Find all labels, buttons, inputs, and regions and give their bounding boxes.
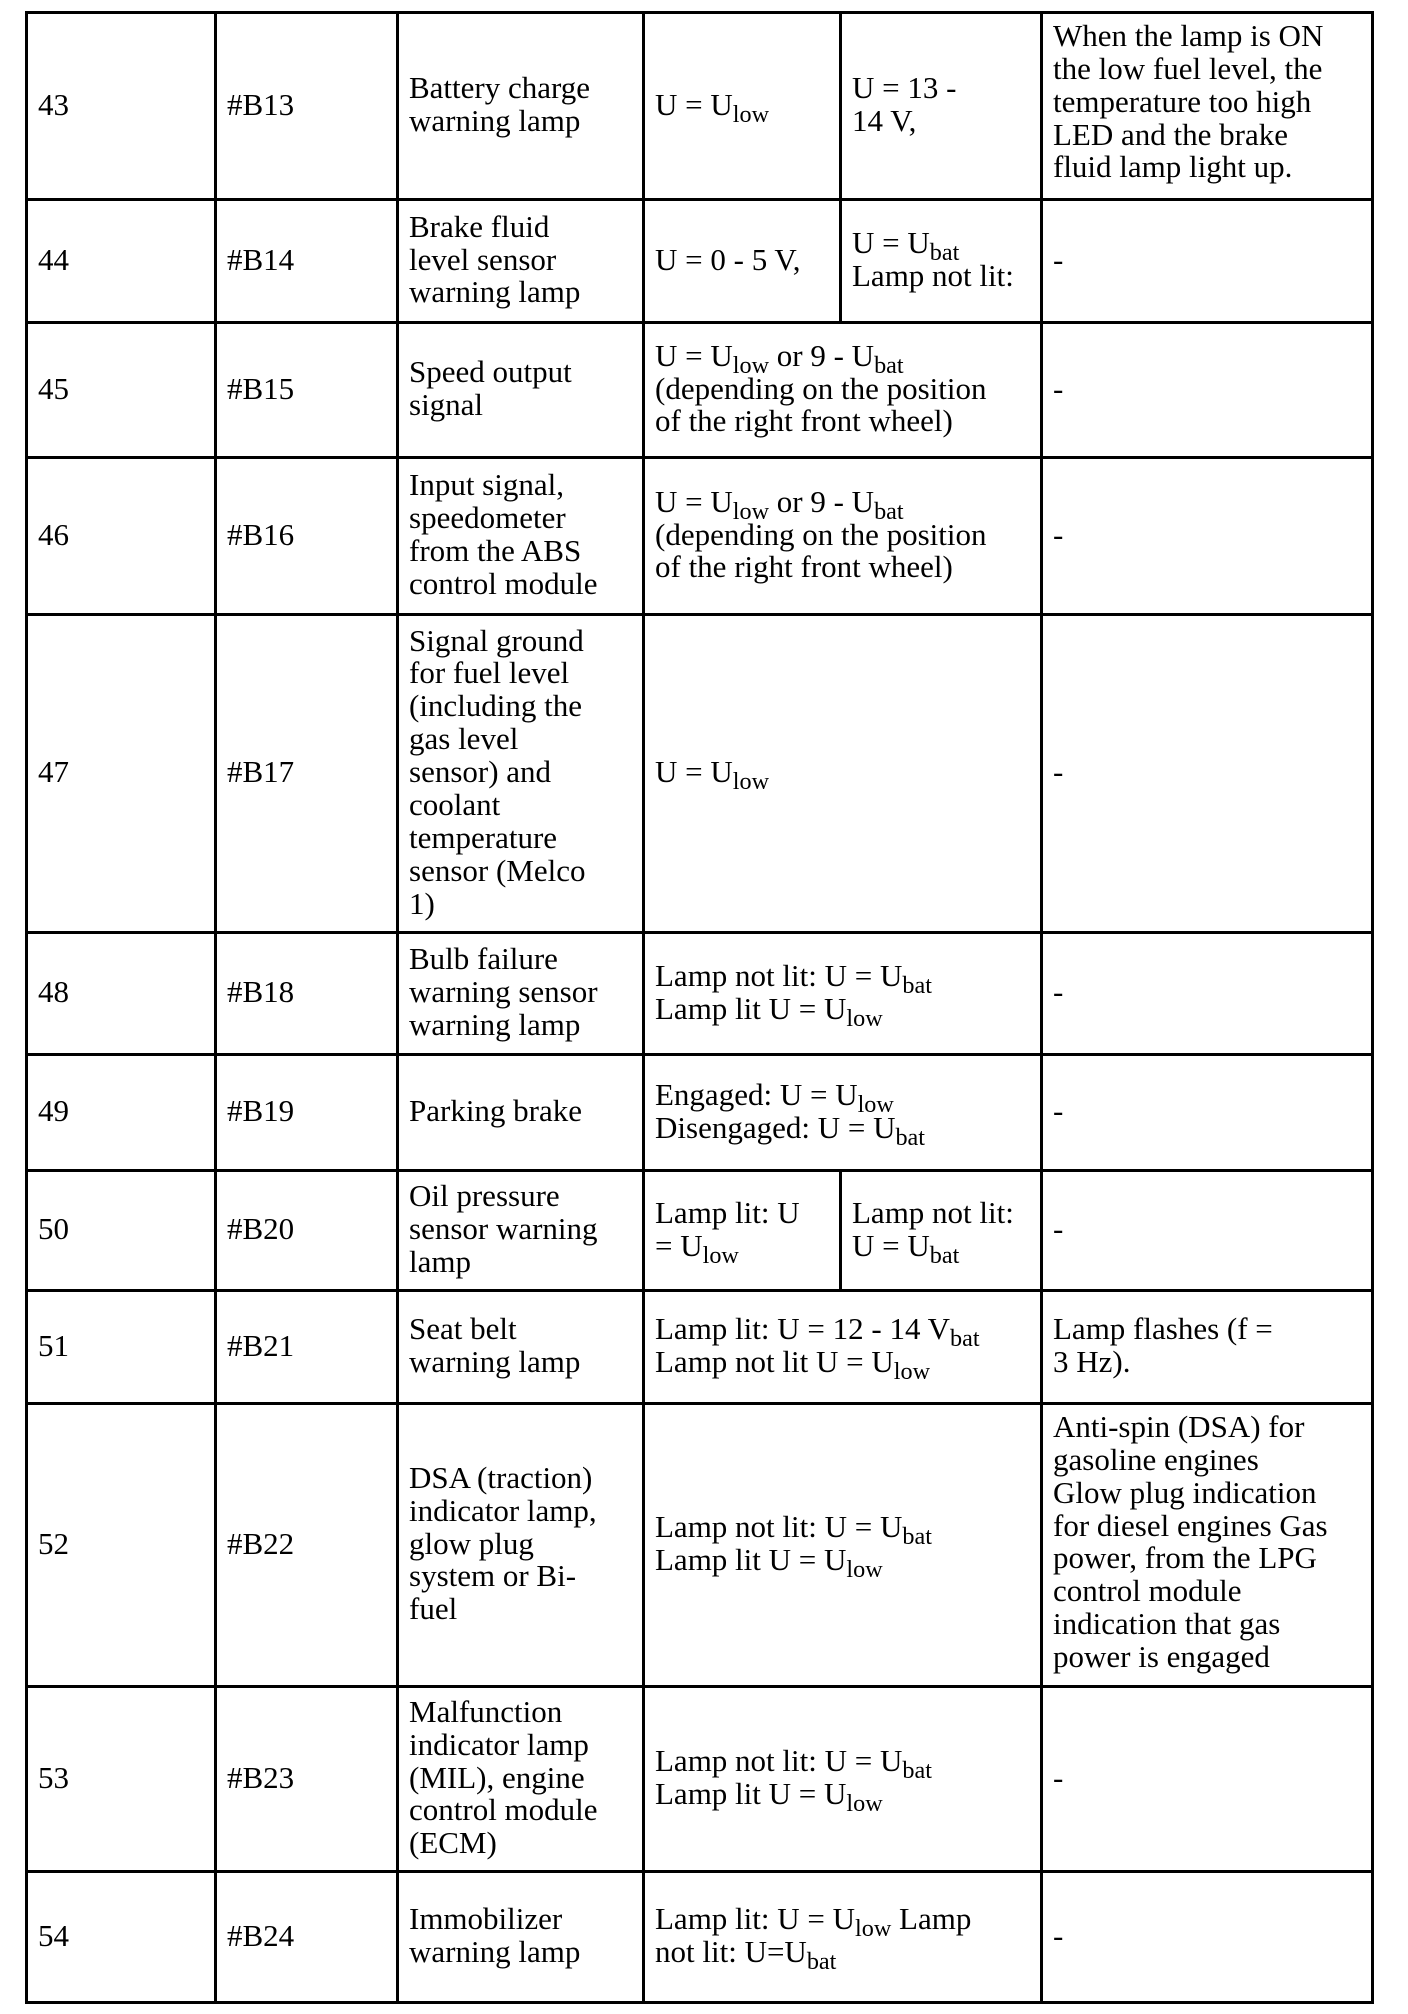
condition-line: Lamp lit $U = U_{low}$ bbox=[655, 1776, 883, 1817]
condition bbox=[644, 458, 1042, 615]
pin-id: #B15 bbox=[216, 323, 398, 458]
condition-line: Lamp not lit: $U = U_{bat}$ bbox=[655, 1509, 932, 1550]
pin-note bbox=[1042, 1291, 1373, 1404]
condition-line: not lit: $U=U_{bat}$ bbox=[655, 1934, 837, 1975]
description-line: Signal ground bbox=[409, 622, 584, 658]
pin-number: 50 bbox=[27, 1171, 216, 1291]
pin-note bbox=[1042, 933, 1373, 1055]
condition bbox=[644, 933, 1042, 1055]
note-line: LED and the brake bbox=[1053, 116, 1288, 152]
table-row bbox=[27, 1872, 1373, 2003]
description-line: from the ABS bbox=[409, 533, 582, 568]
pin-note bbox=[1042, 458, 1373, 615]
note-line: Lamp flashes (f = bbox=[1053, 1311, 1273, 1347]
condition-b-line: $U = U_{bat}$ bbox=[852, 225, 960, 266]
note-line: - bbox=[1053, 1759, 1064, 1795]
condition-a bbox=[644, 200, 841, 323]
note-line: - bbox=[1053, 1211, 1064, 1247]
pin-description bbox=[398, 1055, 644, 1171]
pin-id: #B17 bbox=[216, 615, 398, 933]
table-row bbox=[27, 615, 1373, 933]
note-line: - bbox=[1053, 1093, 1064, 1129]
description-line: Input signal, bbox=[409, 467, 564, 503]
condition-line: Lamp lit $U = U_{low}$ bbox=[655, 1542, 883, 1583]
pin-id: #B14 bbox=[216, 200, 398, 323]
description-line: fuel bbox=[409, 1591, 458, 1627]
table-row bbox=[27, 1055, 1373, 1171]
description-line: sensor (Melco bbox=[409, 852, 586, 888]
description-line: warning lamp bbox=[409, 1344, 581, 1379]
table-row bbox=[27, 458, 1373, 615]
condition-a-line: Lamp lit: U bbox=[655, 1194, 800, 1230]
condition-a-line: U = 0 - 5 V, bbox=[655, 241, 801, 277]
pin-id: #B23 bbox=[216, 1687, 398, 1872]
note-line: - bbox=[1053, 1917, 1064, 1953]
description-line: Parking brake bbox=[409, 1093, 583, 1129]
description-line: system or Bi- bbox=[409, 1558, 577, 1594]
pin-note bbox=[1042, 1171, 1373, 1291]
description-line: coolant bbox=[409, 786, 501, 822]
condition-a bbox=[644, 1171, 841, 1291]
note-line: control module bbox=[1053, 1573, 1242, 1609]
note-line: - bbox=[1053, 241, 1064, 277]
condition-b bbox=[841, 13, 1042, 200]
condition-line: $U = U_{low}$ bbox=[655, 754, 770, 795]
pin-description bbox=[398, 1404, 644, 1687]
condition bbox=[644, 615, 1042, 933]
pin-description bbox=[398, 458, 644, 615]
condition-b-line: Lamp not lit: bbox=[852, 258, 1014, 293]
pin-description bbox=[398, 1687, 644, 1872]
condition-line: Lamp lit $U = U_{low}$ bbox=[655, 990, 883, 1032]
note-line: - bbox=[1053, 754, 1064, 790]
description-line: indicator lamp, bbox=[409, 1492, 597, 1528]
pin-table bbox=[25, 11, 1374, 2004]
pin-number: 46 bbox=[27, 458, 216, 615]
condition-line: Engaged: $U = U_{low}$ bbox=[655, 1076, 894, 1118]
description-line: warning lamp bbox=[409, 103, 581, 138]
note-line: Glow plug indication bbox=[1053, 1474, 1317, 1510]
pin-note bbox=[1042, 1872, 1373, 2003]
pin-note bbox=[1042, 1055, 1373, 1171]
description-line: Oil pressure bbox=[409, 1178, 560, 1214]
condition-b-line: Lamp not lit: bbox=[852, 1194, 1014, 1230]
note-line: for diesel engines Gas bbox=[1053, 1507, 1328, 1543]
pin-number: 47 bbox=[27, 615, 216, 933]
condition-line: Lamp lit: U = 12 - 14 $V_{bat}$ bbox=[655, 1311, 980, 1352]
pin-description bbox=[398, 200, 644, 323]
condition-line: of the right front wheel) bbox=[655, 403, 953, 439]
note-line: gasoline engines bbox=[1053, 1441, 1259, 1477]
condition-line: of the right front wheel) bbox=[655, 549, 953, 585]
pin-description bbox=[398, 323, 644, 458]
pin-number: 43 bbox=[27, 13, 216, 200]
note-line: - bbox=[1053, 974, 1064, 1010]
condition-b bbox=[841, 1171, 1042, 1291]
condition bbox=[644, 1404, 1042, 1687]
description-line: Battery charge bbox=[409, 70, 591, 106]
note-line: indication that gas bbox=[1053, 1606, 1281, 1642]
description-line: indicator lamp bbox=[409, 1726, 589, 1762]
condition bbox=[644, 1291, 1042, 1404]
table-row bbox=[27, 1171, 1373, 1291]
condition-line: Lamp lit: $U = U_{low}$ Lamp bbox=[655, 1901, 972, 1942]
note-line: When the lamp is ON bbox=[1053, 18, 1324, 53]
condition-b-line: 14 V, bbox=[852, 103, 917, 138]
note-line: - bbox=[1053, 370, 1064, 406]
condition-b bbox=[841, 200, 1042, 323]
pin-id: #B24 bbox=[216, 1872, 398, 2003]
description-line: sensor) and bbox=[409, 754, 552, 790]
note-line: power is engaged bbox=[1053, 1639, 1270, 1675]
description-line: speedometer bbox=[409, 500, 566, 536]
condition-a bbox=[644, 13, 841, 200]
note-line: fluid lamp light up. bbox=[1053, 149, 1293, 185]
description-line: Speed output bbox=[409, 354, 572, 390]
description-line: 1) bbox=[409, 885, 435, 921]
pin-number: 45 bbox=[27, 323, 216, 458]
condition-a-line: $U = U_{low}$ bbox=[655, 86, 770, 128]
pin-note bbox=[1042, 323, 1373, 458]
pin-note bbox=[1042, 1404, 1373, 1687]
condition-line: Lamp not lit: $U = U_{bat}$ bbox=[655, 1743, 932, 1784]
description-line: warning sensor bbox=[409, 974, 598, 1010]
description-line: Seat belt bbox=[409, 1311, 517, 1347]
description-line: sensor warning bbox=[409, 1211, 598, 1247]
condition-line: Disengaged: $U = U_{bat}$ bbox=[655, 1109, 925, 1151]
condition-line: (depending on the position bbox=[655, 516, 987, 552]
description-line: glow plug bbox=[409, 1525, 534, 1561]
pin-id: #B16 bbox=[216, 458, 398, 615]
pin-number: 52 bbox=[27, 1404, 216, 1687]
description-line: Immobilizer bbox=[409, 1901, 563, 1937]
note-line: power, from the LPG bbox=[1053, 1540, 1317, 1576]
condition-b-line: $U = U_{bat}$ bbox=[852, 1227, 960, 1269]
condition-line: $U = U_{low}$ or $9 - U_{bat}$ bbox=[655, 483, 904, 525]
description-line: for fuel level bbox=[409, 655, 570, 691]
condition bbox=[644, 1872, 1042, 2003]
description-line: warning lamp bbox=[409, 1006, 581, 1042]
condition-b-line: U = 13 - bbox=[852, 70, 957, 106]
table-row bbox=[27, 200, 1373, 323]
note-line: Anti-spin (DSA) for bbox=[1053, 1409, 1305, 1444]
pin-id: #B18 bbox=[216, 933, 398, 1055]
condition bbox=[644, 323, 1042, 458]
description-line: control module bbox=[409, 565, 598, 601]
description-line: Brake fluid bbox=[409, 208, 550, 244]
pin-description bbox=[398, 933, 644, 1055]
pin-description bbox=[398, 1291, 644, 1404]
pin-id: #B19 bbox=[216, 1055, 398, 1171]
note-line: - bbox=[1053, 516, 1064, 552]
note-line: temperature too high bbox=[1053, 83, 1312, 119]
pin-note bbox=[1042, 200, 1373, 323]
condition-line: (depending on the position bbox=[655, 370, 987, 406]
description-line: (ECM) bbox=[409, 1825, 497, 1861]
pin-number: 54 bbox=[27, 1872, 216, 2003]
table-row bbox=[27, 323, 1373, 458]
condition-a-line: = $U_{low}$ bbox=[655, 1227, 739, 1269]
description-line: Malfunction bbox=[409, 1693, 563, 1729]
note-line: 3 Hz). bbox=[1053, 1344, 1131, 1379]
description-line: (MIL), engine bbox=[409, 1759, 585, 1795]
description-line: signal bbox=[409, 387, 484, 422]
condition-line: Lamp not lit: $U = U_{bat}$ bbox=[655, 957, 932, 999]
pin-description bbox=[398, 13, 644, 200]
pin-number: 44 bbox=[27, 200, 216, 323]
pin-number: 49 bbox=[27, 1055, 216, 1171]
description-line: (including the bbox=[409, 688, 583, 724]
description-line: gas level bbox=[409, 721, 519, 757]
description-line: Bulb failure bbox=[409, 941, 558, 977]
pin-id: #B21 bbox=[216, 1291, 398, 1404]
description-line: control module bbox=[409, 1792, 598, 1828]
condition-line: Lamp not lit $U = U_{low}$ bbox=[655, 1344, 931, 1385]
description-line: temperature bbox=[409, 819, 558, 855]
pin-description bbox=[398, 1171, 644, 1291]
table-row bbox=[27, 1291, 1373, 1404]
pin-number: 53 bbox=[27, 1687, 216, 1872]
pin-note bbox=[1042, 13, 1373, 200]
condition bbox=[644, 1687, 1042, 1872]
pin-id: #B20 bbox=[216, 1171, 398, 1291]
pin-id: #B13 bbox=[216, 13, 398, 200]
table-row bbox=[27, 933, 1373, 1055]
description-line: warning lamp bbox=[409, 1934, 581, 1969]
pin-description bbox=[398, 1872, 644, 2003]
table-row bbox=[27, 1404, 1373, 1687]
pin-note bbox=[1042, 1687, 1373, 1872]
condition-line: $U = U_{low}$ or $9 - U_{bat}$ bbox=[655, 337, 904, 379]
description-line: lamp bbox=[409, 1243, 471, 1279]
pin-id: #B22 bbox=[216, 1404, 398, 1687]
condition bbox=[644, 1055, 1042, 1171]
pin-number: 48 bbox=[27, 933, 216, 1055]
description-line: warning lamp bbox=[409, 274, 581, 310]
table-row bbox=[27, 1687, 1373, 1872]
pin-table-body bbox=[27, 13, 1373, 2003]
description-line: DSA (traction) bbox=[409, 1459, 593, 1495]
pin-number: 51 bbox=[27, 1291, 216, 1404]
table-row bbox=[27, 13, 1373, 200]
note-line: the low fuel level, the bbox=[1053, 50, 1323, 86]
pin-note bbox=[1042, 615, 1373, 933]
pin-description bbox=[398, 615, 644, 933]
description-line: level sensor bbox=[409, 241, 557, 277]
